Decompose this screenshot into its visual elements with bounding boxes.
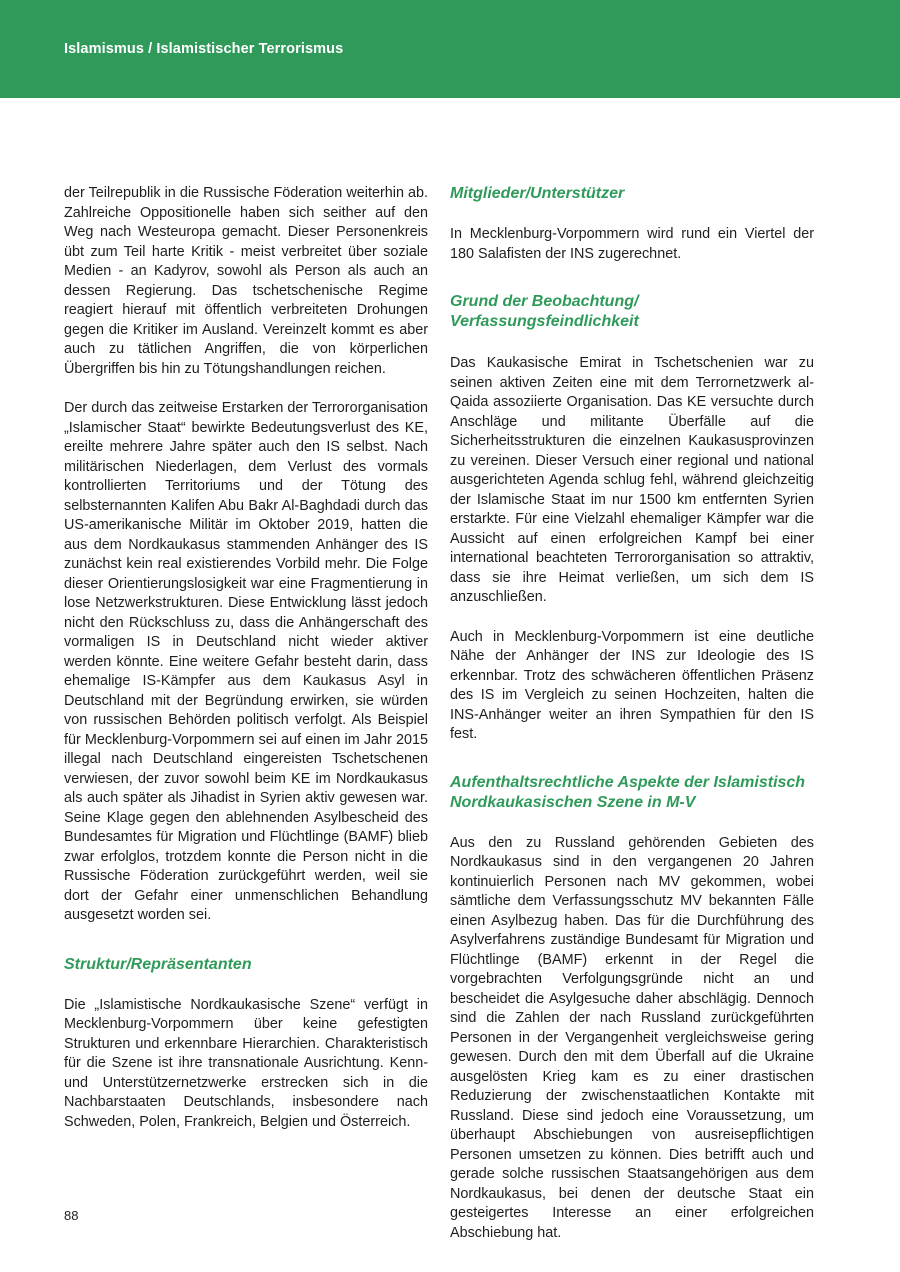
right-column bbox=[450, 184, 814, 1243]
page-number: 88 bbox=[64, 1208, 79, 1223]
heading-line: Nordkaukasischen Szene in M-V bbox=[450, 793, 696, 811]
paragraph: Aus den zu Russland gehörenden Gebieten des Nordkaukasus sind in den vergangenen 20 Jahren kontinuierlich Personen nach MV gekommen, wobei sämtliche dem Verfassungsschutz MV bekannten Fälle einen Asylbezug haben. Das für die Durchführung des Asylverfahrens zuständige Bundesamt für Migration und Flüchtlinge (BAMF) erkennt in der Regel die vorgebrachten Verfolgungsgründe nicht an und bescheidet die Asylgesuche daher abschlägig. Dennoch sind die Zahlen der nach Russland zurückgeführten Personen in der Vergangenheit vergleichsweise gering gewesen. Durch den mit dem Überfall auf die Ukraine ausgelösten Krieg kam es zu einer drastischen Reduzierung der zwischenstaatlichen Kontakte mit Russland. Diese sind jedoch eine Voraussetzung, um überhaupt Abschiebungen von ausreisepflichtigen Personen umsetzen zu können. Dies betrifft auch und gerade solche russischen Staatsangehörigen aus dem Nordkaukasus, bei denen der deutsche Staat ein gesteigertes Interesse an einer erfolgreichen Abschiebung hat. bbox=[450, 834, 814, 1241]
heading-line: Verfassungsfeindlichkeit bbox=[450, 313, 639, 330]
section-heading-residence bbox=[450, 773, 814, 813]
running-header-title: Islamismus / Islamistischer Terrorismus bbox=[64, 41, 344, 57]
section-heading-members: Mitglieder/Unterstützer bbox=[450, 185, 625, 202]
left-column bbox=[64, 184, 428, 1132]
paragraph: Die „Islamistische Nordkaukasische Szene“ verfügt in Mecklenburg-Vorpommern über keine gefestigten Strukturen und erkennbare Hierarchien. Charakteristisch für die Szene ist ihre transnationale Ausrichtung. Kenn- und Unterstützernetzwerke erstrecken sich in die Nachbarstaaten Deutschlands, insbesondere nach Schweden, Polen, Frankreich, Belgien und Österreich. bbox=[64, 996, 428, 1130]
paragraph: Der durch das zeitweise Erstarken der Terrororganisation „Islamischer Staat“ bewirkte Bedeutungsverlust des KE, ereilte mehrere Jahre später auch den IS selbst. Nach militärischen Niederlagen, dem Verlust des vormals kontrollierten Territoriums und der Tötung des selbsternannten Kalifen Abu Bakr Al-Baghdadi durch das US-amerikanische Militär im Oktober 2019, hatten die aus dem Nordkaukasus stammenden Anhänger des IS zunächst kein real existierendes Vorbild mehr. Die Folge dieser Orientierungslosigkeit war eine Fragmentierung in lose Netzwerkstrukturen. Diese Entwicklung lässt jedoch nicht den Rückschluss zu, dass die Anhängerschaft des vormaligen IS in Deutschland nicht wieder aktiver werden könnte. Eine weitere Gefahr besteht darin, dass ehemalige IS-Kämpfer aus dem Kaukasus Asyl in Deutschland mit der Begründung erwirken, sie würden von russischen Behörden politisch verfolgt. Als Beispiel für Mecklenburg-Vorpommern sei auf einen im Jahr 2015 illegal nach Deutschland eingereisten Tschetschenen verwiesen, der zuvor sowohl beim KE im Nordkaukasus als auch später als Jihadist in Syrien aktiv gewesen war. Seine Klage gegen den ablehnenden Asylbescheid des Bundesamtes für Migration und Flüchtlinge (BAMF) blieb zwar erfolglos, trotzdem konnte die Person nicht in die Russische Föderation zurückgeführt werden, weil sie dort der Gefahr einer unmenschlichen Behandlung ausgesetzt worden sei. bbox=[64, 400, 428, 923]
section-heading-reason bbox=[450, 292, 814, 332]
heading-line: Grund der Beobachtung/ bbox=[450, 293, 639, 310]
paragraph: der Teilrepublik in die Russische Föderation weiterhin ab. Zahlreiche Oppositionelle haben sich seither auf den Weg nach Westeuropa gemacht. Dieser Personenkreis übt zum Teil harte Kritik - meist verbreitet über soziale Medien - an Kadyrov, sowohl als Person als auch an dessen Regierung. Das tschetschenische Regime reagiert hierauf mit öffentlich verbreiteten Drohungen gegen die Kritiker im Ausland. Vereinzelt kommt es aber auch zu tätlichen Angriffen, die von körperlichen Übergriffen bis hin zu Tötungshandlungen reichen. bbox=[64, 185, 428, 377]
paragraph: In Mecklenburg-Vorpommern wird rund ein Viertel der 180 Salafisten der INS zugerechnet. bbox=[450, 226, 814, 262]
heading-line: Aufenthaltsrechtliche Aspekte der Islamistisch bbox=[450, 773, 806, 791]
paragraph: Auch in Mecklenburg-Vorpommern ist eine deutliche Nähe der Anhänger der INS zur Ideologie des IS erkennbar. Trotz des schwächeren öffentlichen Präsenz des IS im Vergleich zu seinen Hochzeiten, halten die INS-Anhänger weiter an ihren Sympathien für den IS fest. bbox=[450, 628, 814, 742]
section-heading-structure: Struktur/Repräsentanten bbox=[64, 955, 252, 973]
paragraph: Das Kaukasische Emirat in Tschetschenien war zu seinen aktiven Zeiten eine mit dem Terrornetzwerk al-Qaida assoziierte Organisation. Das KE versuchte durch Anschläge und militante Überfälle auf die Sicherheitsstrukturen die einzelnen Kaukasusprovinzen zu vereinen. Dieser Versuch einer regional und national ausgerichteten Agenda schlug fehl, während gleichzeitig der Islamische Staat im nur 1500 km entfernten Syrien erstarkte. Für eine Vielzahl ehemaliger Kämpfer war die Aussicht auf einen erfolgreichen Kampf bei einer international beachteten Terrororganisation so attraktiv, dass sie ihre Heimat verließen, um sich dem IS anzuschließen. bbox=[450, 355, 814, 605]
header-band bbox=[0, 0, 900, 98]
